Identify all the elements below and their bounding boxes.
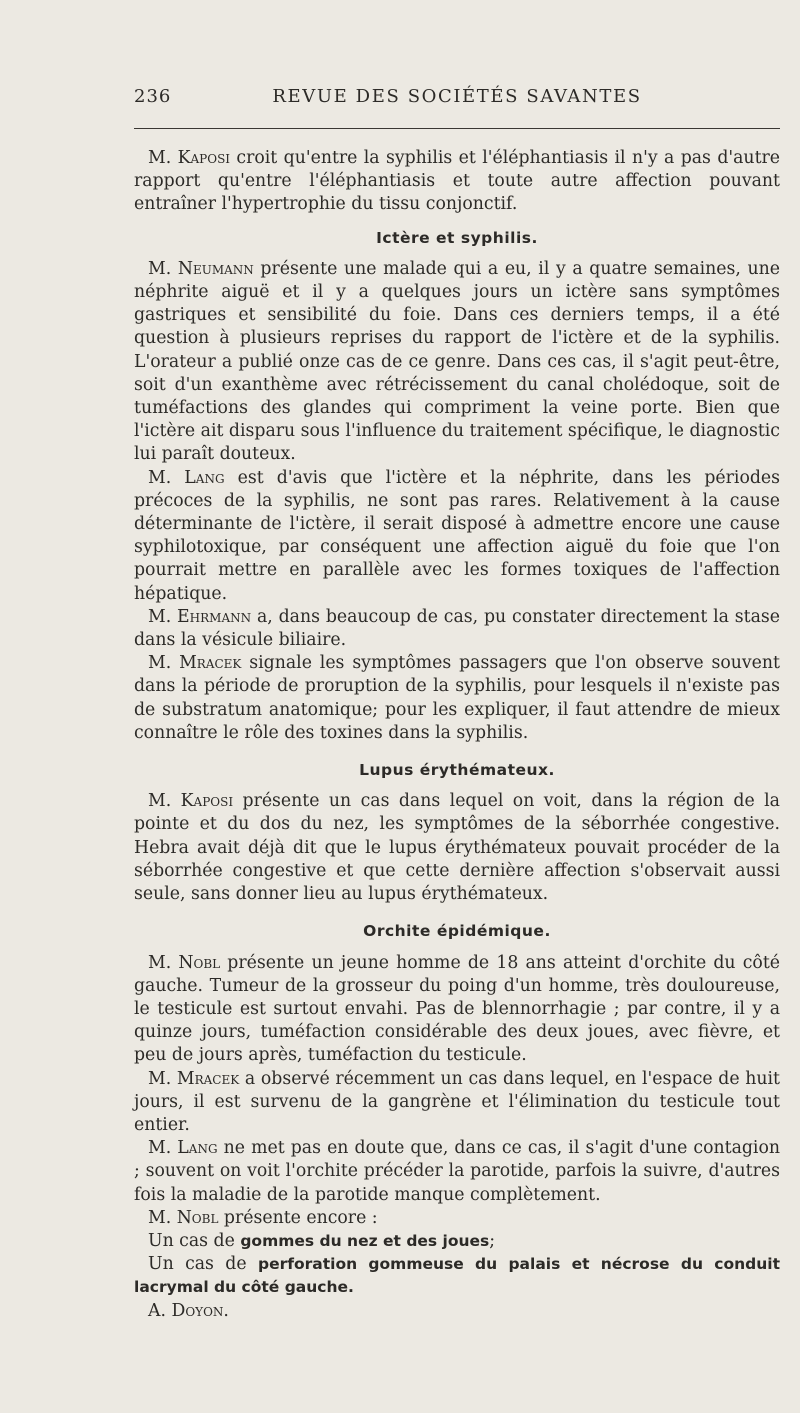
page-header <box>134 86 780 118</box>
article-body <box>134 147 780 1323</box>
speaker-name: Lang <box>177 1138 218 1159</box>
paragraph: M. Kaposi croit qu'entre la syphilis et l'éléphantiasis il n'y a pas d'autre rapport qu'entre l'éléphantiasis et toute autre affection pouvant entraîner l'hypertrophie du tissu conjonctif. <box>134 148 780 215</box>
section-heading: Orchite épidémique. <box>363 922 551 941</box>
running-title: REVUE DES SOCIÉTÉS SAVANTES <box>272 86 642 107</box>
speaker-name: Ehrmann <box>177 606 252 627</box>
section-heading: Ictère et syphilis. <box>376 228 538 247</box>
case-title: perforation gommeuse du palais et nécrose du conduit lacrymal du côté gauche. <box>134 1255 780 1297</box>
paragraph: M. Mracek signale les symptômes passagers que l'on observe souvent dans la période de proruption de la syphilis, pour lesquels il n'existe pas de substratum anatomique; pour les expliquer, il faut attendre de mieux connaître le rôle des toxines dans la syphilis. <box>134 653 780 743</box>
page-number: 236 <box>134 86 172 107</box>
paragraph: M. Lang est d'avis que l'ictère et la néphrite, dans les périodes précoces de la syphilis, ne sont pas rares. Relativement à la cause déterminante de l'ictère, il serait disposé à admettre encore une cause syphilotoxique, par conséquent une affection aiguë du foie que l'on pourrait mettre en parallèle avec les formes toxiques de l'affection hépatique. <box>134 467 781 604</box>
speaker-name: Mracek <box>179 653 242 674</box>
paragraph: M. Kaposi présente un cas dans lequel on voit, dans la région de la pointe et du dos du nez, les symptômes de la séborrhée congestive. Hebra avait déjà dit que le lupus érythémateux pouvait procéder de la séborrhée congestive et que cette dernière affection s'observait aussi seule, sans donner lieu au lupus érythémateux. <box>134 791 780 905</box>
paragraph: M. Mracek a observé récemment un cas dans lequel, en l'espace de huit jours, il est survenu de la gangrène et l'élimination du testicule tout entier. <box>134 1068 780 1135</box>
case-item: Un cas de perforation gommeuse du palais et nécrose du conduit lacrymal du côté gauche. <box>134 1254 780 1297</box>
paragraph: M. Ehrmann a, dans beaucoup de cas, pu constater directement la stase dans la vésicule biliaire. <box>134 606 780 651</box>
paragraph: M. Nobl présente un jeune homme de 18 ans atteint d'orchite du côté gauche. Tumeur de la grosseur du poing d'un homme, très douloureuse, le testicule est surtout envahi. Pas de blennorrhagie ; par contre, il y a quinze jours, tuméfaction considérable des deux joues, avec fièvre, et peu de jours après, tuméfaction du testicule. <box>134 952 780 1066</box>
paragraph: M. Lang ne met pas en doute que, dans ce cas, il s'agit d'une contagion ; souvent on voit l'orchite précéder la parotide, parfois la suivre, d'autres fois la maladie de la parotide manque complètement. <box>134 1138 780 1205</box>
speaker-name: Mracek <box>176 1068 240 1089</box>
speaker-name: Kaposi <box>180 791 234 812</box>
paragraph: M. Neumann présente une malade qui a eu, il y a quatre semaines, une néphrite aiguë et il y a quelques jours un ictère sans symptômes gastriques et sensibilité du foie. Dans ces derniers temps, il a été question à plusieurs reprises du rapport de l'ictère et de la syphilis. L'orateur a publié onze cas de ce genre. Dans ces cas, il s'agit peut-être, soit d'un exanthème avec rétrécissement du canal cholédoque, soit de tuméfactions des glandes qui compriment la veine porte. Bien que l'ictère ait disparu sous l'influence du traitement spécifique, le diagnostic lui paraît douteux. <box>134 258 780 465</box>
paragraph: M. Nobl présente encore : <box>148 1207 378 1228</box>
speaker-name: Nobl <box>178 952 221 973</box>
speaker-name: Lang <box>184 467 225 488</box>
signature: A. Doyon. <box>148 1300 229 1321</box>
header-rule <box>134 128 780 129</box>
case-title: gommes du nez et des joues <box>240 1231 490 1250</box>
speaker-name: Neumann <box>177 258 254 279</box>
speaker-name: Kaposi <box>177 148 231 168</box>
section-heading: Lupus érythémateux. <box>359 761 555 780</box>
speaker-name: Nobl <box>176 1207 219 1228</box>
case-item: Un cas de gommes du nez et des joues; <box>148 1230 496 1251</box>
